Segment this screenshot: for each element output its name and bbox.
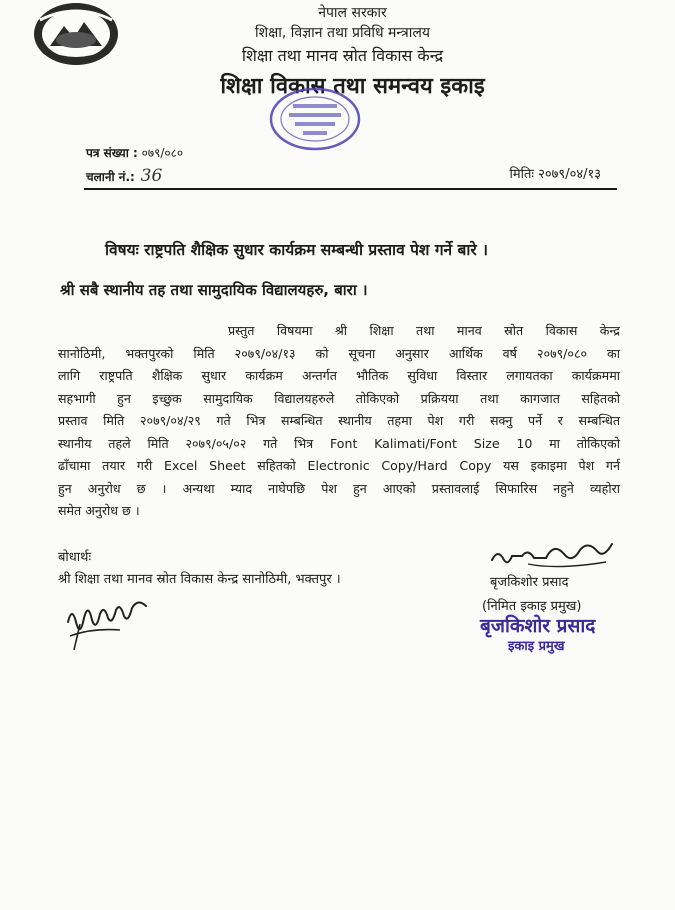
letter-body [58, 320, 620, 523]
dispatch-number-label: चलानी नं.: [86, 170, 135, 184]
body-line: प्रस्ताव मिति २०७९/०४/२९ गते भित्र सम्बन्धित स्थानीय तहमा पेश गरी सक्नु पर्ने र सम्बन्धित [58, 413, 620, 428]
body-line: ढाँचामा तयार गरी Excel Sheet सहितको Electronic Copy/Hard Copy यस इकाइमा पेश गर्न [58, 458, 620, 473]
letter-number-label: पत्र संख्या : [86, 146, 138, 160]
cc-recipient: श्री शिक्षा तथा मानव स्रोत विकास केन्द्र सानोठिमी, भक्तपुर । [58, 572, 341, 587]
body-line: प्रस्तुत विषयमा श्री शिक्षा तथा मानव स्रोत विकास केन्द्र [228, 323, 620, 338]
letter-number-value: ०७९/०८० [141, 146, 184, 160]
subject-line: विषयः राष्ट्रपति शैक्षिक सुधार कार्यक्रम सम्बन्धी प्रस्ताव पेश गर्ने बारे । [105, 241, 489, 259]
body-line: समेत अनुरोध छ । [58, 503, 140, 518]
body-line: सहभागी हुन इच्छुक सामुदायिक विद्यालयहरुले तोकिएको प्रक्रियया तथा कागजात सहितको [58, 390, 620, 406]
office-round-seal-icon [267, 86, 363, 152]
body-line: हुन अनुरोध छ । अन्यथा म्याद नाघेपछि पेश हुन आएको प्रस्तावलाई सिफारिस नहुने व्यहोरा [58, 480, 620, 496]
body-line: स्थानीय तहले मिति २०७९/०५/०२ गते भित्र Font Kalimati/Font Size 10 मा तोकिएको [58, 435, 620, 451]
cc-label: बोधार्थः [58, 550, 92, 565]
ministry-name: शिक्षा, विज्ञान तथा प्रविधि मन्त्रालय [255, 25, 430, 41]
header-divider [84, 188, 617, 190]
stamp-name: बृजकिशोर प्रसाद [480, 615, 596, 637]
dispatch-number-value: 36 [140, 166, 163, 186]
handwritten-signature-icon [488, 534, 616, 574]
addressee-line: श्री सबै स्थानीय तह तथा सामुदायिक विद्यालयहरु, बारा । [60, 281, 368, 299]
body-line: लागि राष्ट्रपति शैक्षिक सुधार कार्यक्रम अन्तर्गत भौतिक सुविधा विस्तार लगायतका कार्यक्रममा [58, 368, 620, 383]
centre-name: शिक्षा तथा मानव स्रोत विकास केन्द्र [241, 46, 444, 65]
dispatch-number [86, 166, 162, 186]
handwritten-signature-icon [62, 592, 160, 654]
stamp-role: इकाइ प्रमुख [508, 639, 565, 654]
unit-name: शिक्षा विकास तथा समन्वय इकाइ [220, 74, 485, 99]
letter-number [86, 144, 183, 161]
signatory-role: (निमित इकाइ प्रमुख) [482, 599, 582, 614]
body-line: सानोठिमी, भक्तपुरको मिति २०७९/०४/१३ को सूचना अनुसार आर्थिक वर्ष २०७९/०८० का [58, 345, 620, 361]
letter-date [509, 164, 601, 182]
government-name: नेपाल सरकार [318, 5, 387, 21]
signatory-name: बृजकिशोर प्रसाद [490, 575, 569, 590]
date-value: २०७९/०४/१३ [538, 167, 601, 182]
date-label: मितिः [509, 167, 535, 182]
